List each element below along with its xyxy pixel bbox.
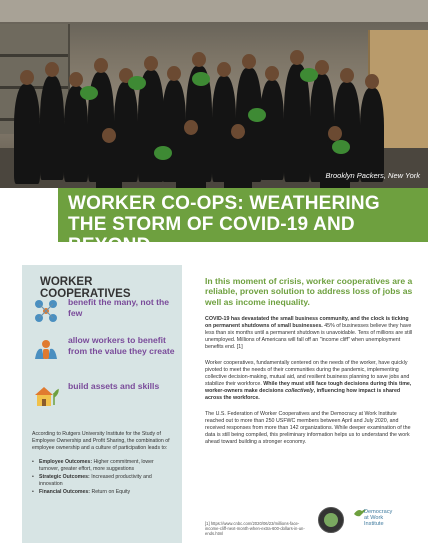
hero-photo bbox=[0, 0, 428, 188]
warehouse-ceiling bbox=[0, 0, 428, 22]
worker-head bbox=[365, 74, 379, 89]
worker-head bbox=[217, 62, 231, 77]
list-item bbox=[32, 459, 174, 472]
worker-figure bbox=[14, 84, 40, 184]
vegetable-bunch bbox=[192, 72, 210, 86]
paragraph bbox=[205, 316, 413, 351]
outcome-text: Return on Equity bbox=[90, 489, 131, 496]
worker-head bbox=[242, 54, 256, 69]
logo-line: Institute bbox=[364, 521, 384, 527]
sidebar-heading: WORKER COOPERATIVES bbox=[40, 276, 131, 300]
main-column bbox=[205, 276, 413, 446]
worker-head bbox=[290, 50, 304, 65]
vegetable-bunch bbox=[80, 86, 98, 100]
outcome-text: Increased productivity and innovation bbox=[39, 474, 152, 487]
sidebar-panel bbox=[22, 265, 182, 543]
worker-figure bbox=[360, 88, 384, 182]
vegetable-bunch bbox=[300, 68, 318, 82]
lead-statement: In this moment of crisis, worker cooperatives are a reliable, proven solution to address loss of jobs as well as income inequality. bbox=[205, 276, 413, 307]
worker-head bbox=[265, 66, 279, 81]
paragraph-bold: While they must still face tough decisions during this time, worker-owners make decisions bbox=[205, 380, 412, 394]
worker-head bbox=[20, 70, 34, 85]
hands-raised-icon bbox=[32, 335, 60, 363]
outcome-label: Financial Outcomes: bbox=[39, 489, 91, 496]
logo-line: at Work bbox=[364, 515, 384, 521]
benefit-text: allow workers to benefit from the value they create bbox=[68, 335, 175, 356]
photo-caption: Brooklyn Packers, New York bbox=[325, 171, 420, 180]
paragraph: The U.S. Federation of Worker Cooperatives and the Democracy at Work Institute reached out to more than 250 USFWC members between April and July 2020, and received responses from more than 142 organizations. While deeper examination of the data is still being compiled, this preliminary information helps us to understand the work ahead toward building a stronger economy. bbox=[205, 410, 411, 445]
vegetable-bunch bbox=[332, 140, 350, 154]
outcome-list bbox=[32, 459, 174, 498]
people-network-icon bbox=[32, 297, 60, 325]
logo-line: Democracy bbox=[364, 509, 393, 515]
worker-head bbox=[144, 56, 158, 71]
paragraph-bold: COVID-19 has devastated the small business community, and the clock is ticking on permanent shutdowns of small businesses. bbox=[205, 315, 409, 329]
worker-head bbox=[192, 52, 206, 67]
logo-text bbox=[364, 509, 392, 527]
paragraph-text: 45% of businesses believe they have less than six months until a permanent shutdown is unavoidable. Tens of millions are still unemployed. Millions of Americans will fall off an "income cliff" when unemployment benefits end. [1] bbox=[205, 322, 413, 350]
worker-figure bbox=[224, 138, 252, 188]
worker-head bbox=[45, 62, 59, 77]
benefit-text: build assets and skills bbox=[68, 381, 160, 391]
worker-head bbox=[167, 66, 181, 81]
worker-head bbox=[328, 126, 342, 141]
worker-head bbox=[102, 128, 116, 143]
vegetable-bunch bbox=[128, 76, 146, 90]
footnote: [1] https://www.cnbc.com/2020/06/23/millions-face-income-cliff-next-month-when-extra-600-dollars-in-un-ends.html bbox=[205, 521, 305, 536]
vegetable-bunch bbox=[154, 146, 172, 160]
paragraph-italic: collectively bbox=[285, 387, 314, 394]
worker-head bbox=[94, 58, 108, 73]
house-growth-icon bbox=[32, 381, 60, 409]
list-item bbox=[32, 474, 174, 487]
outcome-label: Employee Outcomes: bbox=[39, 459, 93, 465]
sidebar-intro: According to Rutgers University Institute for the Study of Employee Ownership and Profit Sharing, the combination of employee ownership and a culture of participation leads to: bbox=[32, 431, 170, 451]
outcome-label: Strategic Outcomes: bbox=[39, 474, 90, 481]
worker-head bbox=[340, 68, 354, 83]
page-title: WORKER CO-OPS: WEATHERING THE STORM OF COVID-19 AND BEYOND bbox=[68, 193, 380, 256]
worker-head bbox=[69, 72, 83, 87]
worker-figure bbox=[176, 134, 206, 188]
title-band bbox=[58, 188, 428, 256]
paragraph-bold: , influencing how impact is shared across the workforce. bbox=[205, 387, 401, 401]
worker-figure bbox=[96, 142, 122, 188]
worker-head bbox=[231, 124, 245, 139]
paragraph bbox=[205, 360, 413, 402]
vegetable-bunch bbox=[248, 108, 266, 122]
worker-figure bbox=[64, 86, 88, 182]
outcome-text: Higher commitment, lower turnover, greater effort, more suggestions bbox=[39, 459, 154, 472]
worker-figure bbox=[260, 80, 284, 180]
paragraph-text: Worker cooperatives, fundamentally centered on the needs of the worker, have quickly pivoted to meet the needs of their communities during the pandemic, implementing collective decision-making, mutual aid, and resilient business planning to save jobs and stabilize their workforce. bbox=[205, 359, 410, 387]
worker-figure bbox=[40, 76, 64, 180]
benefit-text: benefit the many, not the few bbox=[68, 297, 170, 318]
usfwc-seal-icon bbox=[318, 507, 344, 533]
worker-head bbox=[184, 120, 198, 135]
list-item bbox=[32, 489, 174, 496]
